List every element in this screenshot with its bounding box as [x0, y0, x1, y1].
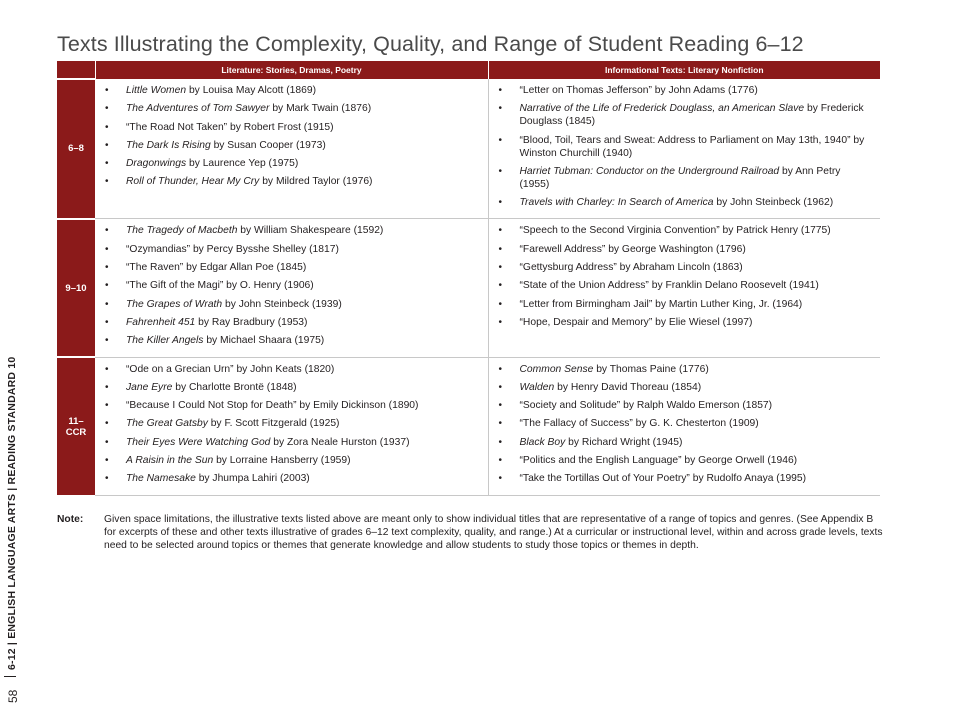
work-citation: by Frederick Douglass (1845) — [519, 103, 864, 128]
list-item — [103, 472, 480, 485]
work-citation: by Lorraine Hansberry (1959) — [213, 455, 351, 467]
list-item — [103, 399, 480, 412]
texts-table — [57, 61, 880, 496]
work-title: Fahrenheit 451 — [126, 316, 196, 328]
list-item — [497, 363, 873, 376]
work-citation: “State of the Union Address” by Franklin Delano Roosevelt (1941) — [519, 280, 819, 292]
work-title: Harriet Tubman: Conductor on the Underground Railroad — [519, 165, 780, 177]
running-header: 6-12 | ENGLISH LANGUAGE ARTS | READING STANDARD 10 — [6, 356, 18, 670]
list-item — [497, 436, 873, 449]
work-citation: “Blood, Toil, Tears and Sweat: Address to Parliament on May 13th, 1940” by Winston Churchill (1940) — [519, 134, 865, 159]
informational-list — [497, 363, 873, 486]
work-citation: by Zora Neale Hurston (1937) — [270, 436, 410, 448]
work-title: Little Women — [126, 85, 187, 96]
list-item — [103, 436, 480, 449]
list-item — [497, 165, 873, 191]
work-citation: “Politics and the English Language” by George Orwell (1946) — [519, 455, 798, 467]
work-citation: “The Fallacy of Success” by G. K. Chesterton (1909) — [519, 418, 759, 430]
work-citation: “Farewell Address” by George Washington (1796) — [519, 243, 746, 255]
work-title: Roll of Thunder, Hear My Cry — [126, 176, 260, 188]
list-item — [103, 157, 480, 170]
header-literature: Literature: Stories, Dramas, Poetry — [95, 61, 488, 79]
work-citation: “The Raven” by Edgar Allan Poe (1845) — [126, 262, 307, 274]
work-citation: “The Road Not Taken” by Robert Frost (1915) — [126, 121, 334, 133]
work-citation: by Ann Petry (1955) — [519, 165, 841, 190]
work-citation: by Michael Shaara (1975) — [203, 335, 325, 347]
table-row — [57, 79, 880, 219]
list-item — [103, 102, 480, 115]
list-item — [103, 224, 480, 237]
grade-band-label: 6–8 — [57, 79, 95, 219]
list-item — [497, 243, 873, 256]
informational-cell — [488, 357, 880, 495]
list-item — [497, 134, 873, 160]
work-title: The Great Gatsby — [126, 418, 208, 430]
literature-cell — [95, 219, 488, 357]
work-title: Walden — [519, 381, 555, 393]
list-item — [103, 121, 480, 134]
work-title: Travels with Charley: In Search of America — [519, 197, 714, 209]
work-citation: by Richard Wright (1945) — [565, 436, 683, 448]
side-divider — [4, 676, 16, 677]
list-item — [497, 472, 873, 485]
work-citation: by Charlotte Brontë (1848) — [172, 381, 297, 393]
list-item — [103, 381, 480, 394]
work-citation: by Ray Bradbury (1953) — [195, 316, 308, 328]
work-citation: by Thomas Paine (1776) — [593, 363, 709, 375]
work-citation: by Mark Twain (1876) — [269, 103, 372, 115]
work-title: The Grapes of Wrath — [126, 298, 223, 310]
header-informational: Informational Texts: Literary Nonfiction — [488, 61, 880, 79]
work-citation: by Mildred Taylor (1976) — [259, 176, 373, 188]
work-title: The Namesake — [126, 473, 196, 485]
work-title: Black Boy — [519, 436, 566, 448]
list-item — [103, 298, 480, 311]
grade-band-label: 11– CCR — [57, 357, 95, 495]
list-item — [497, 196, 873, 209]
work-citation: by William Shakespeare (1592) — [237, 225, 384, 237]
literature-cell — [95, 79, 488, 219]
work-citation: by John Steinbeck (1939) — [222, 298, 342, 310]
work-citation: “Ozymandias” by Percy Bysshe Shelley (1817) — [126, 243, 339, 255]
work-title: Common Sense — [519, 363, 594, 375]
work-title: Jane Eyre — [126, 381, 173, 393]
list-item — [497, 399, 873, 412]
page-number: 58 — [6, 689, 20, 703]
work-title: Narrative of the Life of Frederick Douglass, an American Slave — [519, 103, 805, 115]
list-item — [497, 279, 873, 292]
work-citation: “Gettysburg Address” by Abraham Lincoln (1863) — [519, 262, 743, 274]
work-citation: “Society and Solitude” by Ralph Waldo Emerson (1857) — [519, 400, 773, 412]
list-item — [103, 261, 480, 274]
work-title: Their Eyes Were Watching God — [126, 436, 271, 448]
work-citation: “Speech to the Second Virginia Convention” by Patrick Henry (1775) — [519, 225, 831, 237]
note-label: Note: — [57, 514, 84, 525]
list-item — [103, 454, 480, 467]
list-item — [497, 298, 873, 311]
list-item — [103, 417, 480, 430]
list-item — [103, 316, 480, 329]
work-citation: by Laurence Yep (1975) — [186, 158, 299, 170]
work-title: The Adventures of Tom Sawyer — [126, 103, 270, 115]
table-header-row — [57, 61, 880, 79]
informational-cell — [488, 79, 880, 219]
work-citation: “Hope, Despair and Memory” by Elie Wiesel (1997) — [519, 316, 753, 328]
list-item — [103, 363, 480, 376]
list-item — [497, 316, 873, 329]
work-citation: by John Steinbeck (1962) — [713, 197, 834, 209]
literature-list — [103, 84, 480, 188]
list-item — [103, 84, 480, 97]
list-item — [497, 102, 873, 128]
note-text: Given space limitations, the illustrative texts listed above are meant only to show individual titles that are representative of a range of topics and genres. (See Appendix B for excerpts of these and other texts illustrative of grades 6–12 text complexity, quality, and range.) At a curricular or instructional level, within and across grade levels, texts need to be selected around topics or themes that generate knowledge and allow students to study those topics or themes in depth. — [104, 514, 883, 551]
informational-cell — [488, 219, 880, 357]
work-citation: by Henry David Thoreau (1854) — [554, 381, 702, 393]
note — [57, 513, 887, 552]
work-citation: by F. Scott Fitzgerald (1925) — [207, 418, 340, 430]
work-citation: “Because I Could Not Stop for Death” by Emily Dickinson (1890) — [126, 400, 419, 412]
list-item — [103, 334, 480, 347]
work-citation: “Ode on a Grecian Urn” by John Keats (1820) — [126, 363, 335, 375]
informational-list — [497, 224, 873, 328]
grade-band-label: 9–10 — [57, 219, 95, 357]
list-item — [497, 417, 873, 430]
literature-cell — [95, 357, 488, 495]
table-row — [57, 357, 880, 495]
list-item — [497, 381, 873, 394]
work-citation: “The Gift of the Magi” by O. Henry (1906) — [126, 280, 314, 292]
work-title: A Raisin in the Sun — [126, 455, 214, 467]
work-title: The Tragedy of Macbeth — [126, 225, 238, 237]
list-item — [103, 175, 480, 188]
header-corner — [57, 61, 95, 79]
page-title: Texts Illustrating the Complexity, Quality, and Range of Student Reading 6–12 — [57, 32, 804, 56]
list-item — [497, 84, 873, 97]
work-citation: “Take the Tortillas Out of Your Poetry” by Rudolfo Anaya (1995) — [519, 473, 807, 485]
informational-list — [497, 84, 873, 209]
table-row — [57, 219, 880, 357]
list-item — [497, 261, 873, 274]
table-body — [57, 79, 880, 495]
work-citation: by Susan Cooper (1973) — [210, 139, 326, 151]
list-item — [497, 224, 873, 237]
work-citation: by Jhumpa Lahiri (2003) — [195, 473, 310, 485]
work-title: The Killer Angels — [126, 335, 204, 347]
work-citation: “Letter from Birmingham Jail” by Martin Luther King, Jr. (1964) — [519, 298, 803, 310]
list-item — [497, 454, 873, 467]
side-strip — [0, 0, 24, 720]
list-item — [103, 139, 480, 152]
work-title: The Dark Is Rising — [126, 139, 211, 151]
list-item — [103, 279, 480, 292]
work-citation: by Louisa May Alcott (1869) — [186, 85, 317, 96]
list-item — [103, 243, 480, 256]
work-citation: “Letter on Thomas Jefferson” by John Adams (1776) — [519, 85, 758, 96]
literature-list — [103, 224, 480, 347]
work-title: Dragonwings — [126, 158, 187, 170]
literature-list — [103, 363, 480, 486]
